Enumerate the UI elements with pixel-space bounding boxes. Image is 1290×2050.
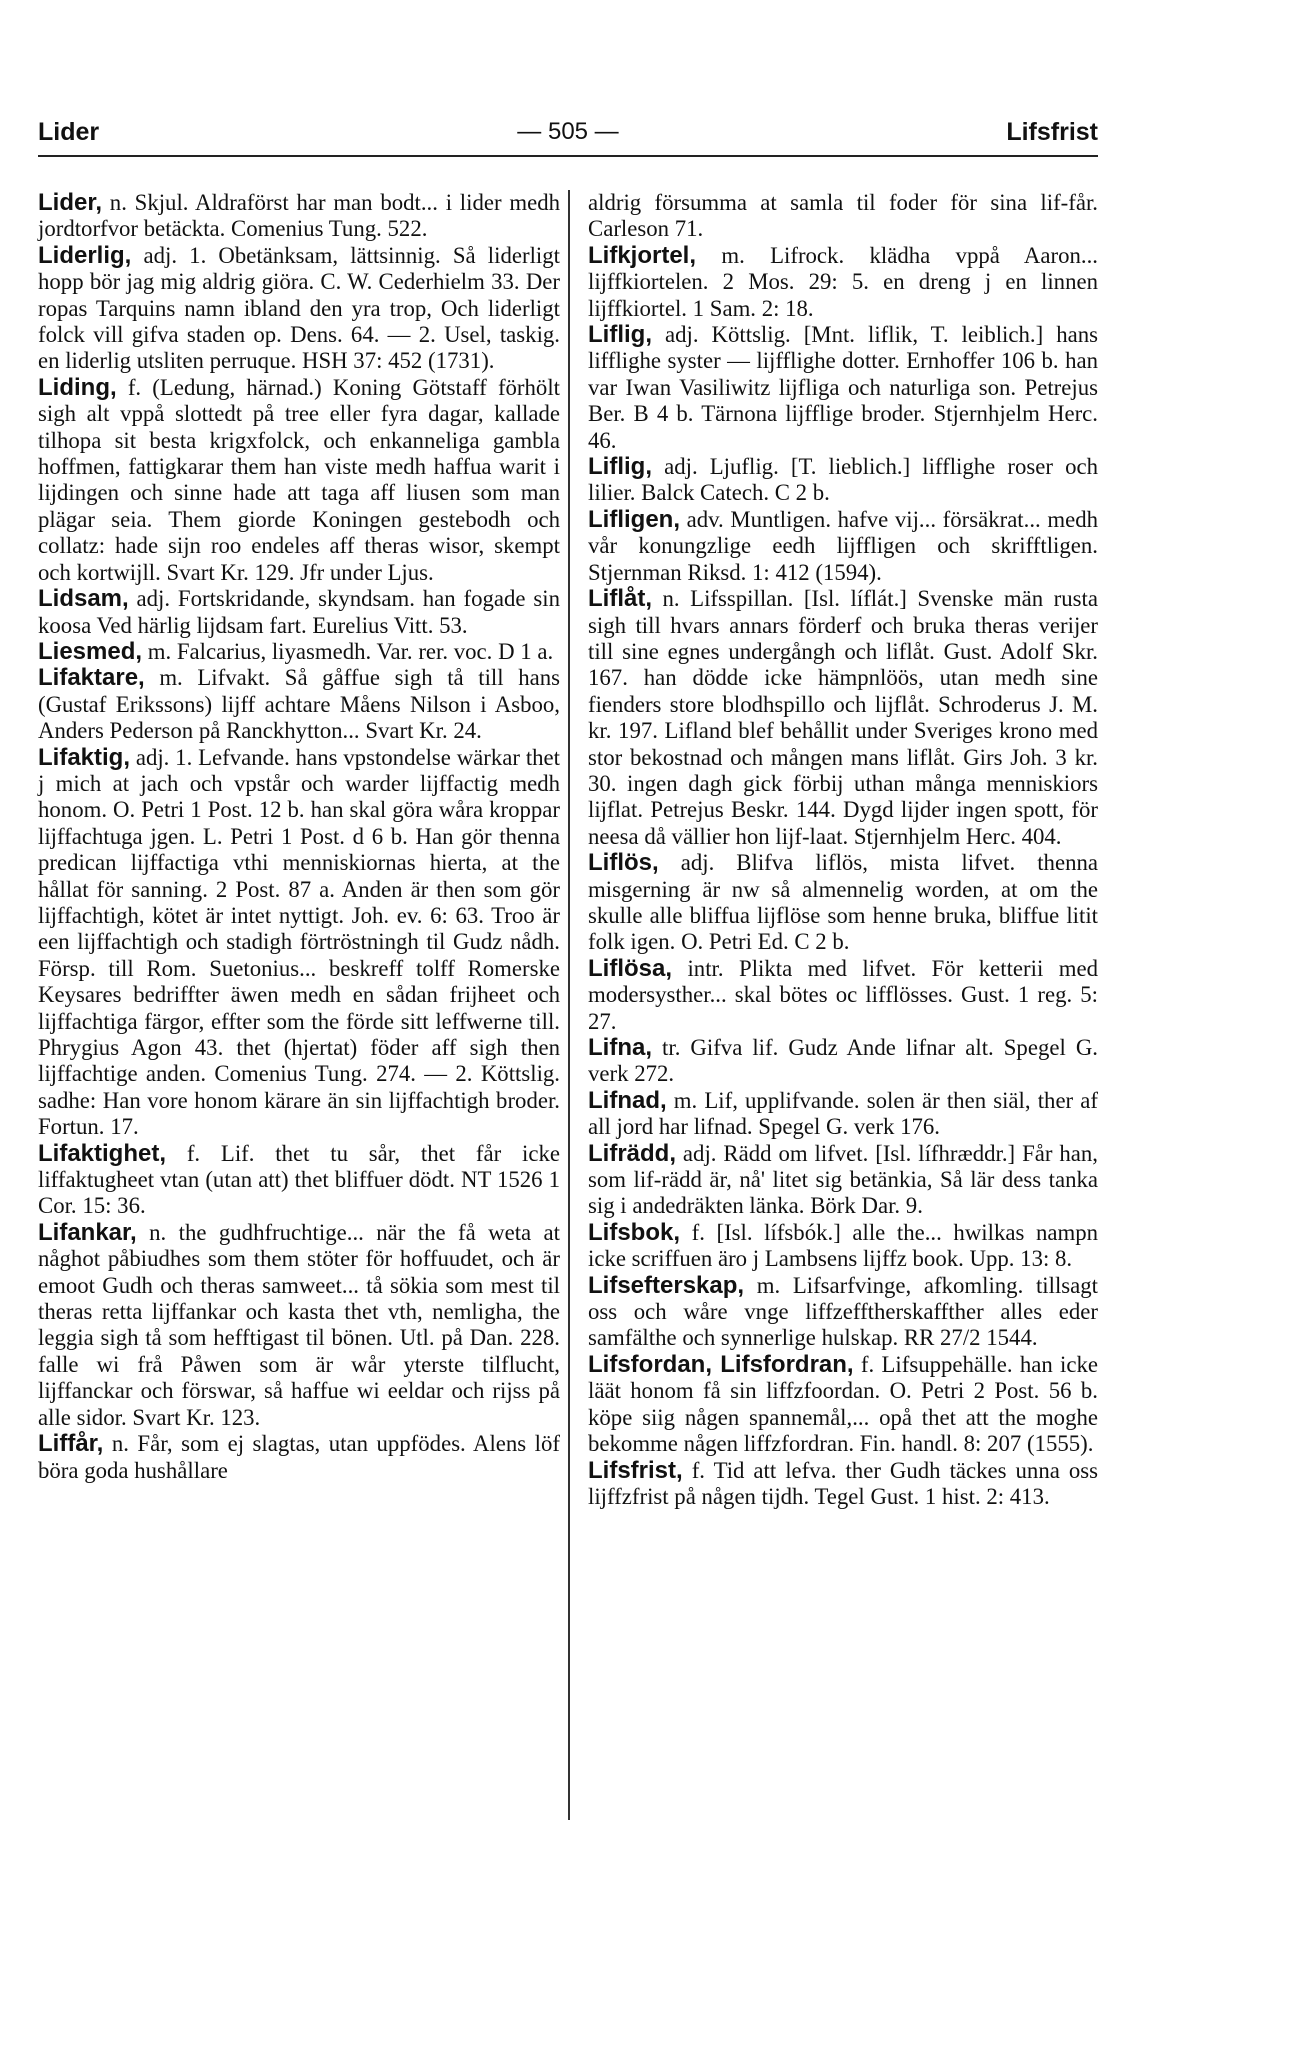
entry-headword: Liflåt,	[588, 585, 652, 613]
entry-body: n. Lifsspillan. [Isl. líflát.] Svenske män rusta sigh till hvars annars förderf och bruka theras verijer till sine egnes undergångh och liflåt. Gust. Adolf Skr. 167. han dödde icke hämpnlöös, utan medh sine fienders store blodhspillo och lijflåt. Schroderus J. M. kr. 197. Lifland blef behållit under Sveriges krono med stor bekostnad och mången mans liflåt. Girs Joh. 3 kr. 30. ingen dagh gick förbij uthan många menniskiors lijflat. Petrejus Beskr. 144. Dygd lijder ingen spott, för neesa då vällier hon lijf-laat. Stjernhjelm Herc. 404.	[588, 586, 1098, 849]
column-divider	[568, 190, 570, 1820]
entry-headword: Liflig,	[588, 453, 652, 481]
entry-body: f. (Ledung, härnad.) Koning Götstaff förhölt sigh alt vppå slottedt på tree eller fyra dagar, kallade tilhopa sit besta krigxfolck, och enkanneliga gambla hoffmen, fattigkarar them han viste medh haffua warit i lijdingen och sinne hade att taga aff liusen som man plägar seia. Them giorde Koningen gestebodh och collatz: hade sijn roo endeles aff theras wisor, skempt och kortwijll. Svart Kr. 129. Jfr under Ljus.	[38, 374, 560, 585]
entry-body: f. Lif. thet tu sår, thet får icke liffaktugheet vtan (utan att) thet bliffuer dödt. NT 1526 1 Cor. 15: 36.	[38, 1140, 560, 1219]
entry-headword: Lifna,	[588, 1034, 652, 1061]
entry-headword: Lider,	[38, 189, 103, 216]
dictionary-entry	[38, 1431, 560, 1484]
entry-headword: Lifaktighet,	[38, 1139, 167, 1167]
entry-headword: Lifsfordan, Lifsfordran,	[588, 1350, 854, 1378]
entry-headword: Lifligen,	[588, 505, 680, 533]
entry-headword: Liffår,	[38, 1430, 104, 1458]
dictionary-entry	[588, 1458, 1098, 1511]
entry-body: adj. Blifva liflös, mista lifvet. thenna misgerning är nw så almennelig worden, at om the skulle alle bliffua lijflöse som henne bruka, bliffue litit folk igen. O. Petri Ed. C 2 b.	[588, 850, 1098, 955]
dictionary-entry	[38, 639, 560, 665]
entry-body: adj. 1. Lefvande. hans vpstondelse wärkar thet j mich at jach och vpstår och warder lijffactig medh honom. O. Petri 1 Post. 12 b. han skal göra wåra kroppar lijffachtuga jgen. L. Petri 1 Post. d 6 b. Han gör thenna predican lijffactiga vthi menniskiornas hierta, at the hållat för sanning. 2 Post. 87 a. Anden är then som gör lijffachtigh, kötet är intet nyttigt. Joh. ev. 6: 63. Troo är een lijffachtigh och stadigh förtröstningh til Gudz nådh. Försp. till Rom. Suetonius... beskreff tolff Romerske Keysares bedriffter äwen medh en sådan frijheet och lijffachtiga färgor, effter som the förde sitt leffwerne till. Phrygius Agon 43. thet (hjertat) föder aff sigh then lijffachtige anden. Comenius Tung. 274. — 2. Köttslig. sadhe: Han vore honom kärare än sin lijffachtigh broder. Fortun. 17.	[38, 744, 560, 1140]
running-head-right: Lifsfrist	[1006, 118, 1098, 146]
entry-body: m. Lif, upplifvande. solen är then siäl, ther af all jord har lifnad. Spegel G. verk 176.	[588, 1087, 1098, 1140]
dictionary-entry	[588, 1273, 1098, 1352]
dictionary-entry	[588, 850, 1098, 956]
entry-body: n. Skjul. Aldraförst har man bodt... i lider medh jordtorfvor betäckta. Comenius Tung. 522.	[38, 190, 560, 242]
entry-headword: Lifsfrist,	[588, 1456, 683, 1484]
entry-headword: Liding,	[38, 373, 117, 401]
entry-body: m. Falcarius, liyasmedh. Var. rer. voc. D 1 a.	[142, 638, 554, 664]
dictionary-entry	[588, 1352, 1098, 1458]
dictionary-entry	[38, 586, 560, 639]
dictionary-entry	[588, 454, 1098, 507]
entry-headword: Liesmed,	[38, 637, 143, 665]
header-rule	[38, 155, 1098, 157]
dictionary-entry	[588, 1035, 1098, 1088]
dictionary-entry	[38, 1141, 560, 1220]
entry-headword: Lifsefterskap,	[588, 1271, 745, 1299]
page-header	[38, 118, 1098, 154]
entry-body: adj. Ljuflig. [T. lieblich.] lifflighe roser och lilier. Balck Catech. C 2 b.	[588, 454, 1098, 506]
entry-body: f. Tid att lefva. ther Gudh täckes unna oss lijffzfrist på någen tijdh. Tegel Gust. 1 hist. 2: 413.	[588, 1457, 1098, 1509]
running-head-left: Lider	[38, 118, 100, 146]
entry-headword: Liflösa,	[588, 954, 673, 982]
dictionary-entry	[588, 1220, 1098, 1273]
entry-body: f. Lifsuppehälle. han icke läät honom få sin liffzfoordan. O. Petri 2 Post. 56 b. köpe siig någen spannemål,... opå thet att the moghe bekomme någen liffzfordran. Fin. handl. 8: 207 (1555).	[588, 1351, 1099, 1457]
dictionary-entry	[38, 243, 560, 375]
entry-body: n. the gudhfruchtige... när the få weta at någhot påbiudhes som them stöter för hoffuudet, och är emoot Gudh och theras samweet... tå sökia som mest til theras retta lijffankar och kasta thet vth, nemligha, the leggia sigh tå som hefftigast til bönen. Utl. på Dan. 228. falle wi frå Påwen som är wår yterste tilflucht, lijffanckar och förswar, så haffue wi eeldar och rijss på alle sidor. Svart Kr. 123.	[38, 1219, 560, 1430]
dictionary-entry	[588, 1088, 1098, 1141]
entry-body: m. Lifsarfvinge, afkomling. tillsagt oss och wåre vnge liffzefftherskaffther alles eder samfälthe och synnerlige hulskap. RR 27/2 1544.	[588, 1272, 1098, 1351]
entry-headword: Lifnad,	[588, 1086, 667, 1114]
dictionary-entry	[588, 190, 1098, 243]
dictionary-entry	[588, 243, 1098, 322]
dictionary-entry	[38, 745, 560, 1141]
entry-body: m. Lifvakt. Så gåffue sigh tå till hans (Gustaf Erikssons) lijff achtare Måens Nilson i Asboo, Anders Pederson på Ranckhytton... Svart Kr. 24.	[38, 665, 560, 744]
dictionary-entry	[588, 322, 1098, 454]
entry-body: adj. 1. Obetänksam, lättsinnig. Så liderligt hopp bör jag mig aldrig giöra. C. W. Cederhielm 33. Der ropas Tarquins namn ibland den yra trop, Och liderligt folck vill gifva staden op. Dens. 64. — 2. Usel, taskig. en liderlig utsliten perruque. HSH 37: 452 (1731).	[38, 242, 560, 374]
entry-headword: Lifaktig,	[38, 743, 131, 771]
entry-headword: Liflig,	[588, 321, 652, 349]
entry-body: f. [Isl. lífsbók.] alle the... hwilkas nampn icke scriffuen äro j Lambsens lijffz book. Upp. 13: 8.	[588, 1219, 1098, 1272]
right-column	[588, 190, 1098, 1510]
dictionary-entry	[588, 1141, 1098, 1220]
entry-headword: Lifrädd,	[588, 1139, 676, 1167]
entry-headword: Lifsbok,	[588, 1218, 681, 1246]
entry-body: adj. Köttslig. [Mnt. liflik, T. leiblich.] hans lifflighe syster — lijfflighe dotter. Ernhoffer 106 b. han var Iwan Vasiliwitz lijfliga och naturliga son. Petrejus Ber. B 4 b. Tärnona lijfflige broder. Stjernhjelm Herc. 46.	[588, 322, 1098, 453]
dictionary-entry	[38, 665, 560, 744]
entry-body: n. Får, som ej slagtas, utan uppfödes. Alens löf böra goda hushållare	[38, 1431, 560, 1483]
entry-body: tr. Gifva lif. Gudz Ande lifnar alt. Spegel G. verk 272.	[588, 1035, 1098, 1087]
entry-body: aldrig försumma at samla til foder för sina lif-får. Carleson 71.	[588, 190, 1098, 242]
entry-headword: Liflös,	[588, 849, 659, 877]
entry-headword: Lifkjortel,	[588, 241, 697, 269]
page-number: — 505 —	[517, 118, 619, 145]
dictionary-entry	[38, 190, 560, 243]
dictionary-entry	[38, 375, 560, 586]
dictionary-entry	[588, 507, 1098, 586]
dictionary-entry	[588, 586, 1098, 850]
entry-body: m. Lifrock. klädha vppå Aaron... lijffkiortelen. 2 Mos. 29: 5. en dreng j en linnen lijffkiortel. 1 Sam. 2: 18.	[588, 242, 1098, 321]
entry-body: adv. Muntligen. hafve vij... försäkrat... medh vår konungzlige eedh lijffligen och skrifftligen. Stjernman Riksd. 1: 412 (1594).	[588, 506, 1098, 585]
entry-headword: Lifaktare,	[38, 664, 145, 692]
entry-body: adj. Fortskridande, skyndsam. han fogade sin koosa Ved härlig lijdsam fart. Eurelius Vitt. 53.	[38, 586, 560, 638]
entry-body: adj. Rädd om lifvet. [Isl. lífhræddr.] Får han, som lif-rädd är, nå' litet sig betänkia, Så lär dess tanka sig i andedräkten länka. Börk Dar. 9.	[588, 1140, 1098, 1219]
dictionary-entry	[38, 1220, 560, 1431]
dictionary-entry	[588, 956, 1098, 1035]
entry-headword: Lidsam,	[38, 585, 129, 613]
entry-body: intr. Plikta med lifvet. För ketterii med modersysther... skal bötes oc lifflösses. Gust. 1 reg. 5: 27.	[588, 955, 1098, 1034]
left-column	[38, 190, 560, 1484]
entry-headword: Lifankar,	[38, 1218, 137, 1246]
entry-headword: Liderlig,	[38, 241, 132, 269]
